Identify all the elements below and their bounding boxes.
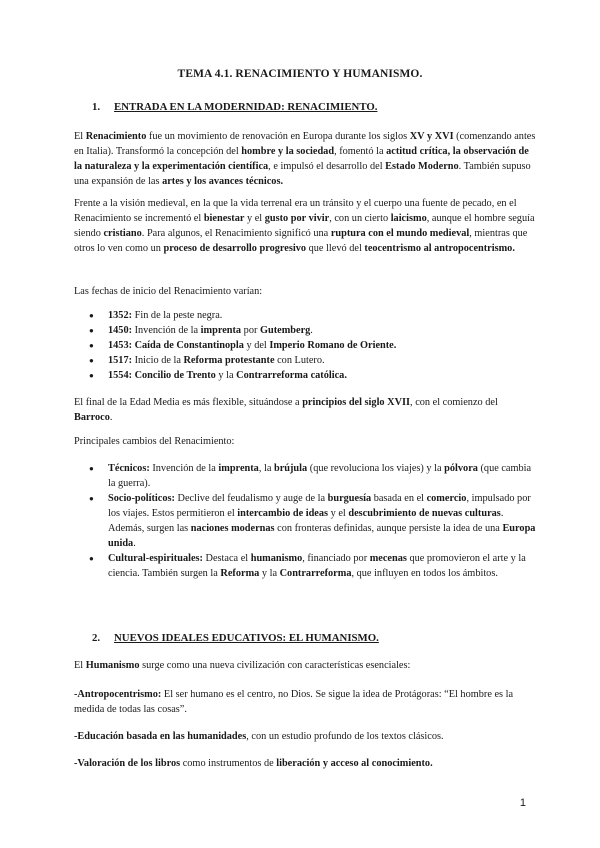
text-run: por [241,325,260,336]
list-item [74,353,536,368]
bold-text: Estado Moderno [385,161,459,172]
text-run: que llevó del [306,243,365,254]
list-item [74,461,536,491]
bold-text: naciones modernas [190,523,275,534]
bold-text: comercio [426,493,467,504]
list-item [74,368,536,383]
text-run: . [310,325,313,336]
text-run: . Además, surgen las [108,508,504,534]
text-run: surge como una nueva civilización con características esenciales: [139,660,411,671]
bold-text: actitud crítica, la observación de la naturaleza y la experimentación científica [74,146,529,172]
text-run: con Lutero. [274,355,325,366]
bold-text: 1450: [108,325,133,336]
text-run: (que cambia la guerra). [108,463,532,489]
bold-text: 1554: Concilio de Trento [108,370,216,381]
text-run: , con el comienzo del [410,397,498,408]
text-run: . También supuso una expansión de las [74,161,531,187]
bold-text: proceso de desarrollo progresivo [163,243,307,254]
bold-text: Barroco [74,412,110,423]
text-run: , que influyen en todos los ámbitos. [351,568,498,579]
text-run: , financiado por [302,553,370,564]
section-1-number: 1. [92,101,101,113]
text-run: , aunque el hombre seguía siendo [74,213,535,239]
section-1-heading [92,100,377,115]
section-2-title: NUEVOS IDEALES EDUCATIVOS: EL HUMANISMO. [114,632,379,644]
bold-text: mecenas [369,553,407,564]
text-run: El [74,131,86,142]
text-run: El final de la Edad Media es más flexible, situándose a [74,397,303,408]
section-1-title: ENTRADA EN LA MODERNIDAD: RENACIMIENTO. [114,101,378,113]
bold-text: Reforma [220,568,260,579]
bold-text: cristiano [103,228,142,239]
antropocentrismo-paragraph [74,687,536,717]
bold-text: -Valoración de los libros [74,758,181,769]
bold-text: bienestar [203,213,245,224]
section-1-paragraph-3 [74,395,536,425]
text-run: , la [258,463,274,474]
text-run: (que revoluciona los viajes) y la [307,463,445,474]
libros-paragraph [74,756,536,771]
text-run: como instrumentos de [180,758,277,769]
document-title: TEMA 4.1. RENACIMIENTO Y HUMANISMO. [177,68,423,80]
changes-intro: Principales cambios del Renacimiento: [74,436,235,447]
bold-text: ruptura con el mundo medieval [330,228,470,239]
bold-text: teocentrismo al antropocentrismo. [364,243,515,254]
page-number: 1 [519,797,526,809]
bold-text: gusto por vivir [264,213,330,224]
text-run: y la [215,370,237,381]
bold-text: Técnicos: [108,463,150,474]
bold-text: 1352: [108,310,133,321]
dates-intro: Las fechas de inicio del Renacimiento varían: [74,286,263,297]
list-item [74,491,536,551]
bold-text: Socio-políticos: [108,493,175,504]
text-run: . [133,538,136,549]
section-1-paragraph-1 [74,129,536,189]
bold-text: -Educación basada en las humanidades [74,731,247,742]
bold-text: liberación y acceso al conocimiento. [276,758,433,769]
bold-text: Renacimiento [85,131,147,142]
bold-text: Humanismo [85,660,140,671]
bold-text: Europa unida [108,523,536,549]
bold-text: XV y XVI [409,131,454,142]
bold-text: Reforma protestante [183,355,275,366]
bold-text: intercambio de ideas [237,508,329,519]
bold-text: imprenta [200,325,242,336]
section-2-paragraph-1 [74,658,536,673]
list-item [74,323,536,338]
text-run: , mientras que otros lo ven como un [74,228,528,254]
text-run: y el [328,508,349,519]
list-item [74,308,536,323]
list-item [74,338,536,353]
bold-text: Imperio Romano de Oriente. [269,340,397,351]
text-run: El [74,660,86,671]
list-item [74,551,536,581]
text-run: El ser humano es el centro, no Dios. Se sigue la idea de Protágoras: “El hombre es la medida de todas las cosas”. [74,689,514,715]
bold-text: Gutemberg [259,325,311,336]
text-run: con fronteras definidas, aunque persiste la idea de una [274,523,503,534]
text-run: , con un estudio profundo de los textos clásicos. [246,731,444,742]
bold-text: Contrarreforma católica. [236,370,347,381]
bold-text: imprenta [218,463,259,474]
text-run: . Para algunos, el Renacimiento significó una [141,228,331,239]
bold-text: descubrimiento de nuevas culturas [348,508,501,519]
text-run: basada en el [371,493,427,504]
text-run: y la [259,568,280,579]
section-1-paragraph-2 [74,196,536,256]
section-2-heading [92,631,379,646]
bold-text: laicismo [390,213,427,224]
text-run: que promovieron el arte y la ciencia. También surgen la [108,553,526,579]
bold-text: artes y los avances técnicos. [162,176,284,187]
bold-text: Contrarreforma [279,568,352,579]
text-run: , impulsado por los viajes. Estos permitieron el [108,493,531,519]
section-2-number: 2. [92,632,101,644]
dates-list [74,308,536,383]
text-run: (comenzando antes en Italia). Transformó la concepción del [74,131,536,157]
bold-text: brújula [273,463,308,474]
text-run: Declive del feudalismo y auge de la [174,493,328,504]
text-run: , fomentó la [334,146,387,157]
text-run: , e impulsó el desarrollo del [268,161,386,172]
bold-text: Cultural-espirituales: [108,553,203,564]
text-run: Inicio de la [132,355,184,366]
text-run: fue un movimiento de renovación en Europa durante los siglos [146,131,410,142]
bold-text: hombre y la sociedad [241,146,335,157]
text-run: Destaca el [202,553,251,564]
bold-text: 1453: Caída de Constantinopla [108,340,244,351]
changes-list [74,461,536,581]
bold-text: pólvora [444,463,478,474]
text-run: , con un cierto [329,213,391,224]
bold-text: -Antropocentrismo: [74,689,162,700]
text-run: Invención de la [132,325,201,336]
text-run: Frente a la visión medieval, en la que la vida terrenal era un tránsito y el cuerpo una fuente de pecado, en el Renacimiento se incrementó el [74,198,517,224]
bold-text: burguesía [327,493,372,504]
bold-text: 1517: [108,355,133,366]
text-run: y del [243,340,270,351]
humanidades-paragraph [74,729,536,744]
text-run: Fin de la peste negra. [132,310,223,321]
bold-text: principios del siglo XVII [302,397,411,408]
text-run: . [109,412,113,423]
text-run: y el [244,213,265,224]
text-run: Invención de la [149,463,219,474]
bold-text: humanismo [250,553,303,564]
